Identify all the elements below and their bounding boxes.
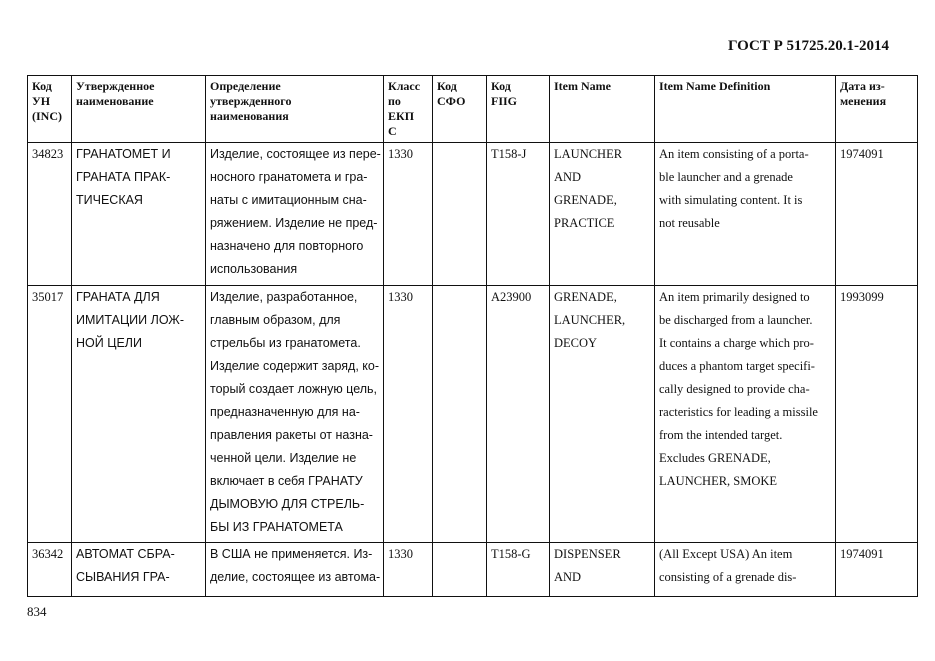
text-line: racteristics for leading a missile (659, 405, 818, 419)
header-fiig-code (487, 76, 550, 143)
text-line: носного гранатомета и гра- (210, 170, 368, 184)
cell-definition (206, 543, 384, 597)
text-line: Определение (210, 79, 281, 93)
header-change-date (836, 76, 918, 143)
text-line: ченной цели. Изделие не (210, 451, 357, 465)
text-line: ble launcher and a grenade (659, 170, 793, 184)
header-approved-name (72, 76, 206, 143)
text-line: Изделие, разработанное, (210, 290, 358, 304)
cell-change-date: 1993099 (836, 286, 918, 543)
text-line: наименование (76, 94, 154, 108)
cell-sfo-code (433, 143, 487, 286)
text-line: включает в себя ГРАНАТУ (210, 474, 363, 488)
text-line: An item primarily designed to (659, 290, 810, 304)
document-code: ГОСТ Р 51725.20.1-2014 (727, 38, 889, 54)
nomenclature-table (27, 75, 918, 597)
text-line: Код (32, 79, 52, 93)
text-line: ГРАНАТА ДЛЯ (76, 290, 160, 304)
text-line: Item Name (554, 79, 611, 93)
text-line: (All Except USA) An item (659, 547, 793, 561)
text-line: назначено для повторного (210, 239, 364, 253)
cell-sfo-code (433, 543, 487, 597)
text-line: менения (840, 94, 887, 108)
text-line: consisting of a grenade dis- (659, 570, 797, 584)
header-sfo-code (433, 76, 487, 143)
text-line: Дата из- (840, 79, 885, 93)
cell-item-name-definition (655, 143, 836, 286)
text-line: по (388, 94, 401, 108)
cell-change-date: 1974091 (836, 143, 918, 286)
text-line: Изделие содержит заряд, ко- (210, 359, 380, 373)
text-line: Изделие, состоящее из пере- (210, 147, 381, 161)
cell-definition (206, 143, 384, 286)
cell-fsc-class: 1330 (384, 543, 433, 597)
text-line: ДЫМОВУЮ ДЛЯ СТРЕЛЬ- (210, 497, 365, 511)
text-line: Код (491, 79, 511, 93)
header-item-name-definition (655, 76, 836, 143)
text-line: АВТОМАТ СБРА- (76, 547, 175, 561)
text-line: LAUNCHER, SMOKE (659, 474, 778, 488)
page-number: 834 (27, 604, 47, 619)
text-line: Класс (388, 79, 421, 93)
text-line: FIIG (491, 94, 518, 108)
cell-item-name-definition (655, 286, 836, 543)
text-line: cally designed to provide cha- (659, 382, 810, 396)
text-line: СЫВАНИЯ ГРА- (76, 570, 170, 584)
text-line: DISPENSER (554, 547, 621, 561)
cell-fiig-code: A23900 (487, 286, 550, 543)
table-row (28, 143, 918, 286)
text-line: БЫ ИЗ ГРАНАТОМЕТА (210, 520, 343, 534)
cell-approved-name (72, 543, 206, 597)
cell-sfo-code (433, 286, 487, 543)
cell-inc: 35017 (28, 286, 72, 543)
cell-item-name (550, 543, 655, 597)
text-line: делие, состоящее из автома- (210, 570, 381, 584)
text-line: В США не применяется. Из- (210, 547, 373, 561)
text-line: СФО (437, 94, 466, 108)
header-fsc-class (384, 76, 433, 143)
cell-change-date: 1974091 (836, 543, 918, 597)
cell-fsc-class: 1330 (384, 286, 433, 543)
text-line: Код (437, 79, 457, 93)
text-line: LAUNCHER (554, 147, 623, 161)
text-line: ряжением. Изделие не пред- (210, 216, 378, 230)
cell-fsc-class: 1330 (384, 143, 433, 286)
text-line: with simulating content. It is (659, 193, 803, 207)
text-line: стрельбы из гранатомета. (210, 336, 361, 350)
header-item-name (550, 76, 655, 143)
text-line: GRENADE, (554, 290, 617, 304)
cell-item-name-definition (655, 543, 836, 597)
cell-item-name (550, 286, 655, 543)
text-line: правления ракеты от назна- (210, 428, 373, 442)
text-line: ГРАНАТОМЕТ И (76, 147, 171, 161)
text-line: not reusable (659, 216, 720, 230)
text-line: торый создает ложную цель, (210, 382, 378, 396)
text-line: It contains a charge which pro- (659, 336, 814, 350)
text-line: GRENADE, (554, 193, 617, 207)
text-line: ИМИТАЦИИ ЛОЖ- (76, 313, 184, 327)
cell-fiig-code: T158-J (487, 143, 550, 286)
table-header-row (28, 76, 918, 143)
text-line: использования (210, 262, 298, 276)
text-line: AND (554, 170, 582, 184)
text-line: С (388, 124, 397, 138)
text-line: be discharged from a launcher. (659, 313, 813, 327)
cell-approved-name (72, 143, 206, 286)
table-row (28, 543, 918, 597)
text-line: главным образом, для (210, 313, 341, 327)
text-line: duces a phantom target specifi- (659, 359, 815, 373)
text-line: AND (554, 570, 582, 584)
table-row (28, 286, 918, 543)
cell-item-name (550, 143, 655, 286)
text-line: An item consisting of a porta- (659, 147, 809, 161)
text-line: from the intended target. (659, 428, 783, 442)
text-line: DECOY (554, 336, 598, 350)
text-line: LAUNCHER, (554, 313, 626, 327)
text-line: утвержденного (210, 94, 292, 108)
text-line: УН (32, 94, 51, 108)
text-line: Excludes GRENADE, (659, 451, 771, 465)
cell-fiig-code: T158-G (487, 543, 550, 597)
text-line: наименования (210, 109, 289, 123)
text-line: Item Name Definition (659, 79, 771, 93)
cell-inc: 34823 (28, 143, 72, 286)
text-line: PRACTICE (554, 216, 615, 230)
text-line: (INC) (32, 109, 62, 123)
text-line: НОЙ ЦЕЛИ (76, 336, 142, 350)
text-line: наты с имитационным сна- (210, 193, 367, 207)
text-line: предназначенную для на- (210, 405, 360, 419)
cell-inc: 36342 (28, 543, 72, 597)
cell-approved-name (72, 286, 206, 543)
header-definition (206, 76, 384, 143)
text-line: ЕКП (388, 109, 415, 123)
header-inc (28, 76, 72, 143)
text-line: ТИЧЕСКАЯ (76, 193, 143, 207)
text-line: ГРАНАТА ПРАК- (76, 170, 171, 184)
text-line: Утвержденное (76, 79, 155, 93)
cell-definition (206, 286, 384, 543)
